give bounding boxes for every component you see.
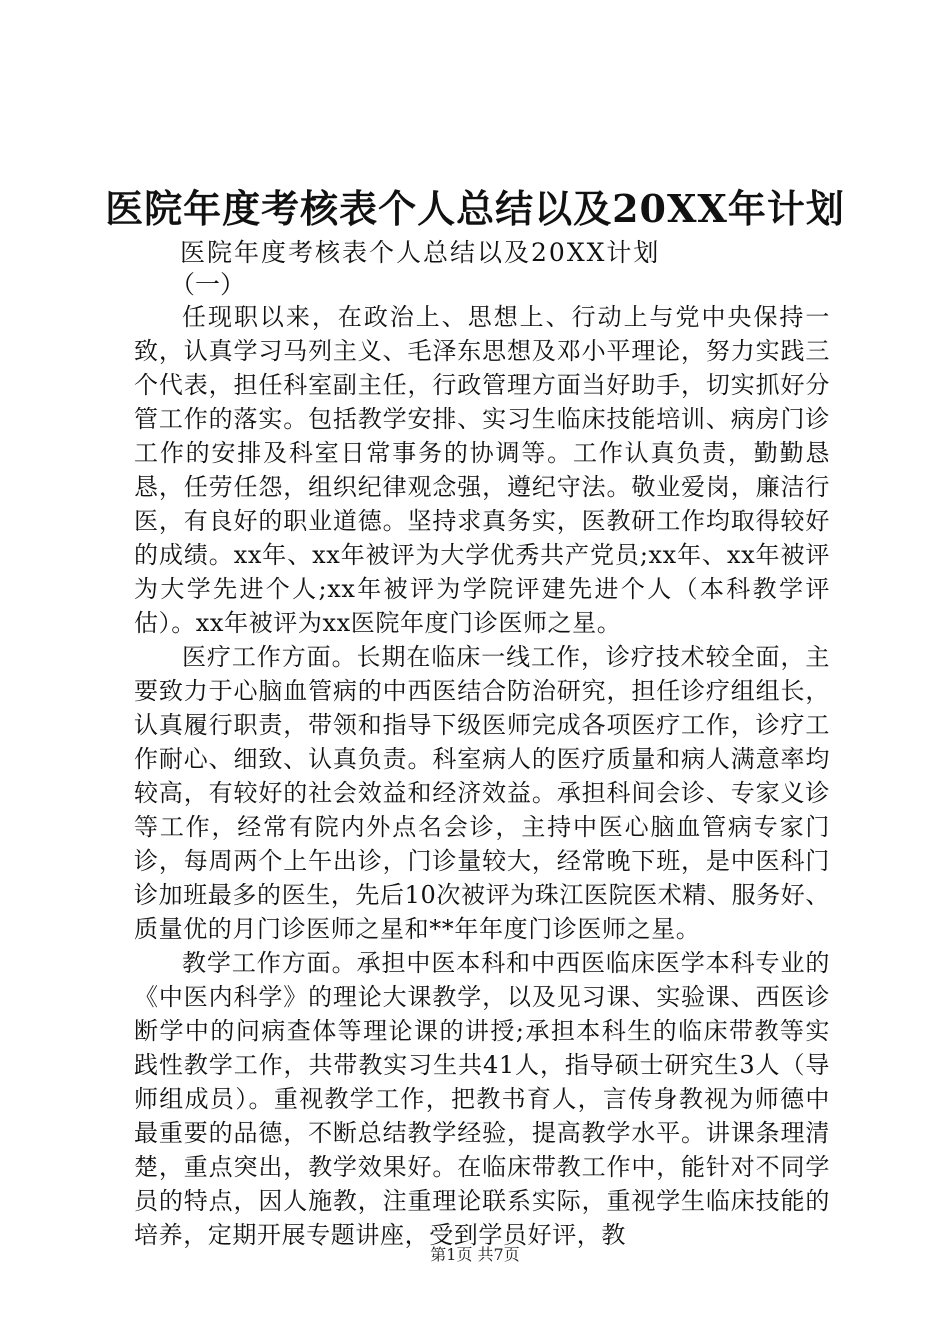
paragraph-service-summary: 任现职以来，在政治上、思想上、行动上与党中央保持一致，认真学习马列主义、毛泽东思想及邓小平理论，努力实践三个代表，担任科室副主任，行政管理方面当好助手，切实抓好分管工作的落实。包括教学安排、实习生临床技能培训、病房门诊工作的安排及科室日常事务的协调等。工作认真负责，勤勤恳恳，任劳任怨，组织纪律观念强，遵纪守法。敬业爱岗，廉洁行医，有良好的职业道德。坚持求真务实，医教研工作均取得较好的成绩。xx年、xx年被评为大学优秀共产党员;xx年、xx年被评为大学先进个人;xx年被评为学院评建先进个人（本科教学评估）。xx年被评为xx医院年度门诊医师之星。 [134, 303, 830, 637]
document-subtitle: 医院年度考核表个人总结以及20XX计划 [180, 238, 661, 267]
section-number: （一） [170, 270, 246, 299]
page-number-footer: 第1页 共7页 [430, 1245, 520, 1264]
paragraph-medical-work: 医疗工作方面。长期在临床一线工作，诊疗技术较全面，主要致力于心脑血管病的中西医结合防治研究，担任诊疗组组长，认真履行职责，带领和指导下级医师完成各项医疗工作，诊疗工作耐心、细致、认真负责。科室病人的医疗质量和病人满意率均较高，有较好的社会效益和经济效益。承担科间会诊、专家义诊等工作，经常有院内外点名会诊，主持中医心脑血管病专家门诊，每周两个上午出诊，门诊量较大，经常晚下班，是中医科门诊加班最多的医生，先后10次被评为珠江医院医术精、服务好、质量优的月门诊医师之星和**年年度门诊医师之星。 [134, 643, 830, 943]
document-body [134, 300, 830, 1252]
document-title: 医院年度考核表个人总结以及20XX年计划 [105, 186, 845, 231]
paragraph-teaching-work: 教学工作方面。承担中医本科和中西医临床医学本科专业的《中医内科学》的理论大课教学，以及见习课、实验课、西医诊断学中的问病查体等理论课的讲授;承担本科生的临床带教等实践性教学工作，共带教实习生共41人，指导硕士研究生3人（导师组成员）。重视教学工作，把教书育人，言传身教视为师德中最重要的品德，不断总结教学经验，提高教学水平。讲课条理清楚，重点突出，教学效果好。在临床带教工作中，能针对不同学员的特点，因人施教，注重理论联系实际，重视学生临床技能的培养，定期开展专题讲座，受到学员好评，教 [134, 949, 830, 1249]
